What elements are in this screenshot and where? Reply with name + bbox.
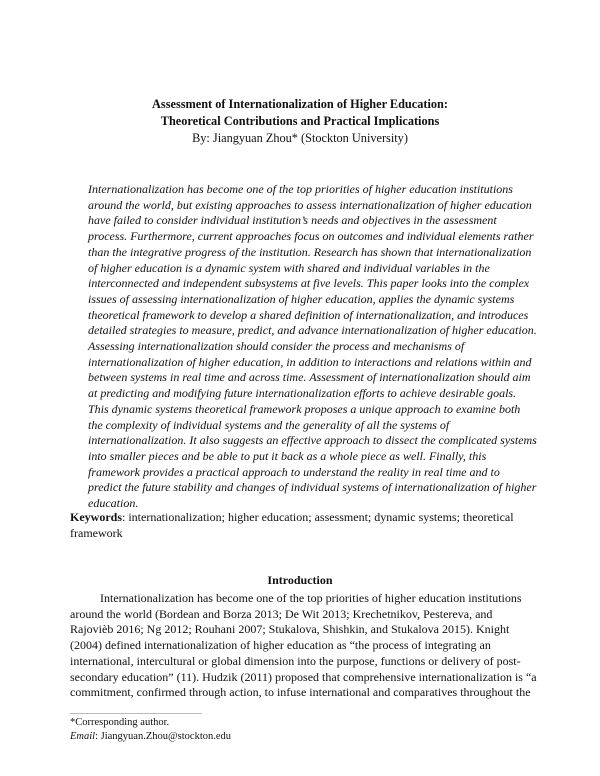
- introduction-body: [70, 591, 540, 701]
- abstract-line: internationalization. It also suggests an effective approach to dissect the complicated systems: [88, 433, 537, 448]
- abstract-line: at predicting and modifying future internationalization efforts to achieve desirable goals.: [88, 386, 517, 401]
- abstract-line: into smaller pieces and be able to put it back as a whole piece as well. Finally, this: [88, 448, 487, 463]
- abstract-line: framework provides a practical approach to understand the reality in real time and to: [88, 464, 500, 479]
- abstract-line: than the integrative progress of the institution. Research has shown that internationalization: [88, 244, 532, 259]
- paragraph-line: international, intercultural or global dimension into the purpose, functions or delivery of post-: [70, 653, 521, 668]
- abstract: [88, 182, 537, 512]
- abstract-line: theoretical framework to develop a shared definition of internationalization, and introduces: [88, 307, 529, 322]
- abstract-line: predict the future stability and changes of individual systems of internationalization of higher: [88, 480, 537, 495]
- abstract-line: education.: [88, 496, 139, 511]
- email-line: [70, 730, 231, 744]
- paper-title-line-1: Assessment of Internationalization of Higher Education:: [152, 97, 448, 111]
- keywords: [70, 510, 540, 541]
- abstract-line: This dynamic systems theoretical framework proposes a unique approach to examine both: [88, 401, 521, 416]
- abstract-line: Internationalization has become one of the top priorities of higher education institutions: [88, 182, 513, 196]
- abstract-line: issues of assessing internationalization of higher education, applies the dynamic systems: [88, 291, 515, 306]
- email-label: Email: [70, 731, 96, 742]
- abstract-line: interconnected and independent subsystems at five levels. This paper looks into the complex: [88, 276, 530, 291]
- paper-title-line-2: Theoretical Contributions and Practical Implications: [160, 114, 440, 128]
- keywords-text-continued: framework: [70, 525, 123, 540]
- abstract-line: around the world, but existing approaches to assess internationalization of higher education: [88, 197, 532, 212]
- paragraph-line: commitment, confirmed through action, to infuse international and comparatives throughout the: [70, 685, 531, 700]
- paragraph-line: secondary education” (11). Hudzik (2011) proposed that comprehensive internationalization is “a: [70, 669, 537, 684]
- title-block: [60, 96, 540, 147]
- introduction-heading: Introduction: [267, 573, 333, 587]
- abstract-line: internationalization of higher education, in addition to interactions and relations within and: [88, 354, 532, 369]
- keywords-label: Keywords: [70, 510, 122, 524]
- abstract-line: have failed to consider individual institution’s needs and objectives in the assessment: [88, 213, 497, 228]
- abstract-line: process. Furthermore, current approaches focus on outcomes and individual elements rather: [88, 229, 534, 244]
- abstract-line: between systems in real time and across time. Assessment of internationalization should aim: [88, 370, 531, 385]
- paragraph-line: around the world (Bordean and Borza 2013; De Wit 2013; Krechetnikov, Pestereva, and: [70, 606, 493, 621]
- author-byline: By: Jiangyuan Zhou* (Stockton University): [192, 131, 408, 145]
- footnote: [70, 716, 231, 744]
- paragraph-line: Rajovièb 2016; Ng 2012; Rouhani 2007; Stukalova, Shishkin, and Stukalova 2015). Knight: [70, 622, 510, 637]
- corresponding-author-note: *Corresponding author.: [70, 717, 170, 728]
- keywords-text: : internationalization; higher education; assessment; dynamic systems; theoretical: [122, 510, 514, 524]
- abstract-line: the complexity of individual systems and the generality of all the systems of: [88, 417, 450, 432]
- footnote-divider: [70, 713, 202, 714]
- abstract-line: of higher education is a dynamic system with shared and individual variables in the: [88, 260, 490, 275]
- paragraph-line: (2004) defined internationalization of higher education as “the process of integrating an: [70, 638, 491, 653]
- abstract-line: Assessing internationalization should consider the process and mechanisms of: [88, 339, 465, 354]
- email-value: : Jiangyuan.Zhou@stockton.edu: [95, 731, 232, 742]
- abstract-line: detailed strategies to measure, predict, and advance internationalization of higher education.: [88, 323, 537, 338]
- keywords-line: [70, 510, 540, 526]
- paragraph-line: Internationalization has become one of the top priorities of higher education institutions: [70, 591, 522, 605]
